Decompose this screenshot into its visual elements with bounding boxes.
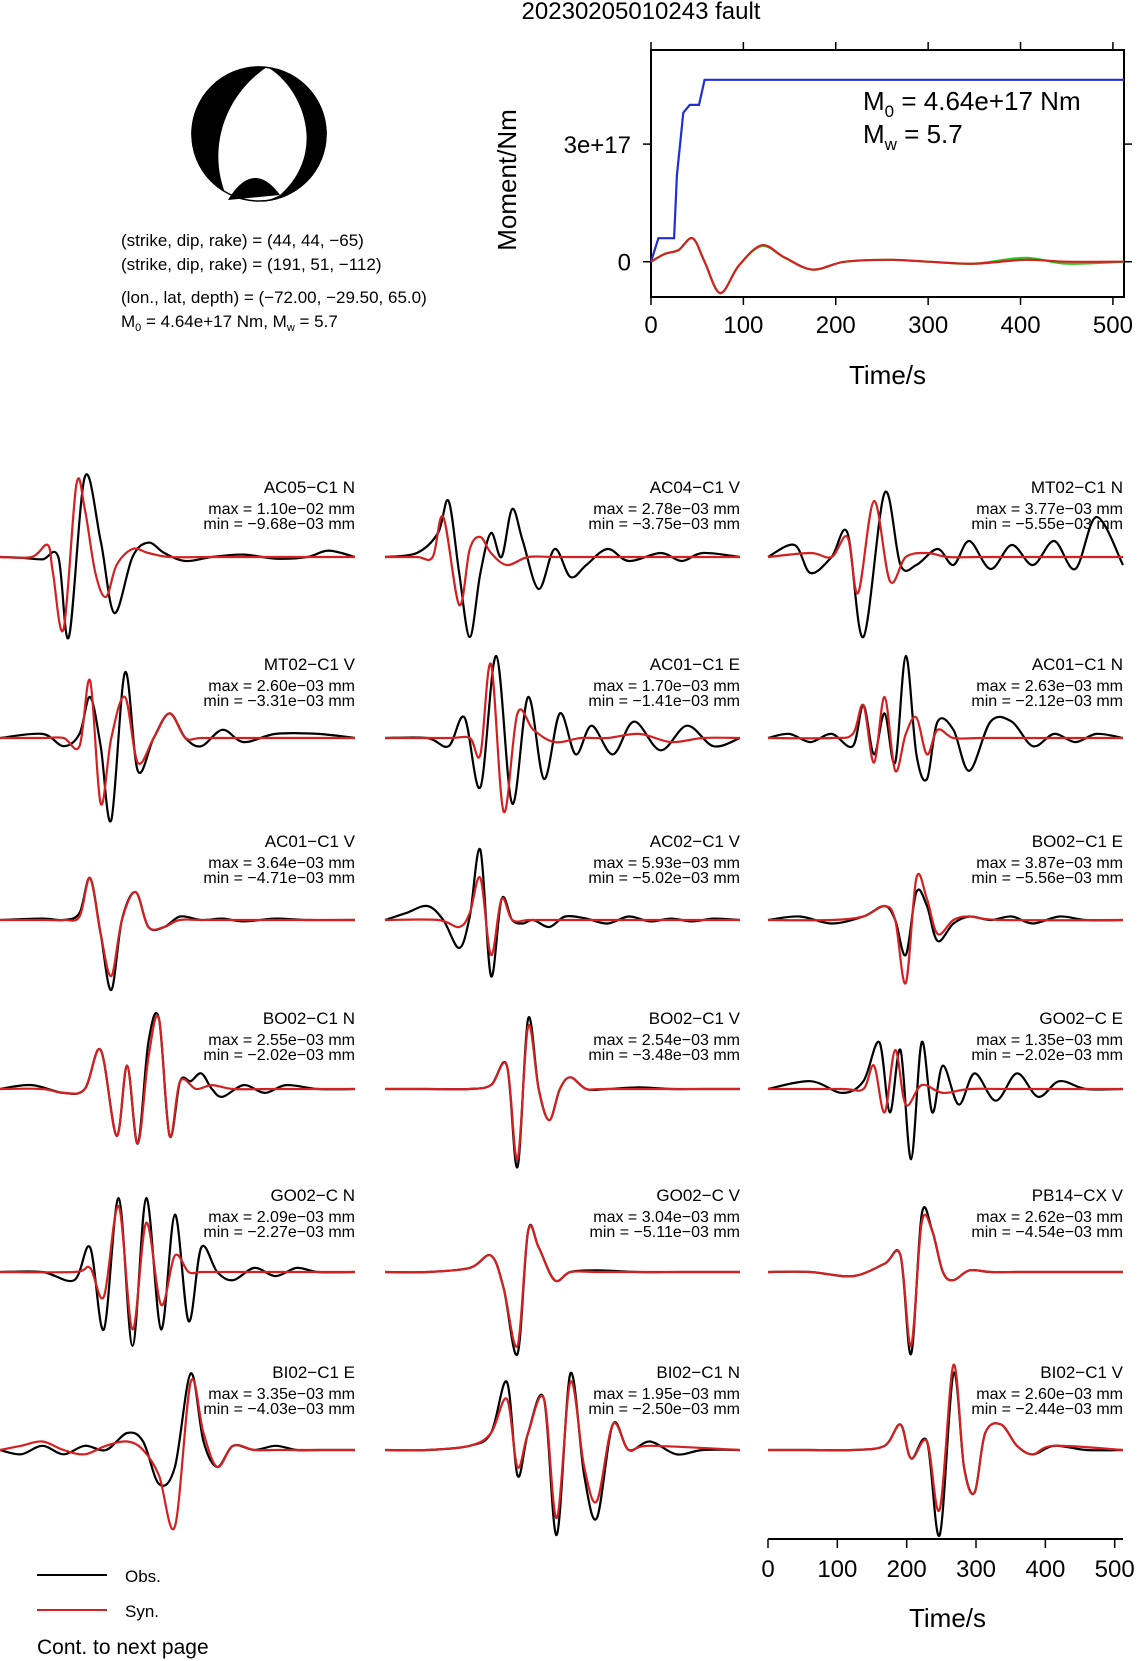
station-name: AC04−C1 V (649, 478, 740, 497)
moment-y-tick-label: 0 (617, 249, 631, 277)
synthetic-waveform (385, 1225, 740, 1346)
station-min: min = −3.75e−03 mm (588, 516, 740, 533)
station-name: BO02−C1 E (1031, 832, 1123, 851)
moment-y-tick-label: 3e+17 (563, 132, 631, 160)
focal-strike-dip-rake-2: (strike, dip, rake) = (191, 51, −112) (121, 255, 382, 274)
station-max: max = 2.60e−03 mm (208, 678, 355, 695)
station-min: min = −2.02e−03 mm (971, 1047, 1123, 1064)
station-min: min = −2.27e−03 mm (203, 1224, 355, 1241)
moment-x-tick-label: 200 (815, 312, 856, 339)
moment-y-axis-label: Moment/Nm (492, 109, 522, 251)
station-max: max = 1.95e−03 mm (593, 1386, 740, 1403)
station-min: min = −1.41e−03 mm (588, 693, 740, 710)
moment-x-tick-label: 0 (644, 312, 658, 339)
waveform-panel (0, 1009, 355, 1144)
observed-waveform (0, 878, 355, 990)
synthetic-waveform (385, 877, 740, 955)
moment-rate-chart (492, 42, 1133, 390)
station-max: max = 3.04e−03 mm (593, 1209, 740, 1226)
focal-moment-magnitude: $M_0 = 4.64e+17$ Nm, $M_w = 5.7$ (121, 312, 338, 334)
station-min: min = −4.54e−03 mm (971, 1224, 1123, 1241)
observed-waveform (768, 656, 1123, 781)
station-min: min = −2.12e−03 mm (971, 693, 1123, 710)
waveform-panel (385, 832, 741, 977)
waveform-panel (0, 474, 355, 638)
station-name: BI02−C1 E (272, 1363, 355, 1382)
station-max: max = 2.09e−03 mm (208, 1209, 355, 1226)
moment-x-tick-label: 500 (1092, 312, 1133, 339)
moment-x-tick-label: 300 (908, 312, 949, 339)
waveform-panel (385, 655, 740, 812)
moment-x-tick-label: 100 (723, 312, 764, 339)
moment-annotation-mw: $M_w = 5.7$ (863, 119, 963, 154)
station-name: BI02−C1 N (656, 1363, 740, 1382)
station-max: max = 2.55e−03 mm (208, 1032, 355, 1049)
observed-waveform (385, 1225, 740, 1355)
focal-strike-dip-rake-1: (strike, dip, rake) = (44, 44, −65) (121, 231, 364, 250)
waveform-panel (385, 1363, 740, 1535)
legend-syn-label: Syn. (125, 1602, 160, 1621)
station-max: max = 3.35e−03 mm (208, 1386, 355, 1403)
station-name: PB14−CX V (1031, 1186, 1123, 1205)
waveform-panel (0, 832, 356, 990)
waveform-panel (768, 832, 1123, 984)
station-name: MT02−C1 N (1030, 478, 1123, 497)
bottom-axis-tick-label: 300 (955, 1556, 997, 1583)
station-min: min = −9.68e−03 mm (203, 516, 355, 533)
station-min: min = −3.31e−03 mm (203, 693, 355, 710)
focal-location: (lon., lat, depth) = (−72.00, −29.50, 65.0) (121, 288, 427, 307)
station-min: min = −5.02e−03 mm (588, 870, 740, 887)
station-name: BO02−C1 V (648, 1009, 740, 1028)
station-name: AC01−C1 N (1031, 655, 1123, 674)
waveform-panel (385, 1186, 741, 1355)
bottom-time-axis (761, 1539, 1134, 1633)
station-name: GO02−C V (656, 1186, 740, 1205)
legend-obs-label: Obs. (125, 1567, 161, 1586)
waveform-panel (768, 655, 1123, 781)
legend (37, 1567, 161, 1621)
station-min: min = −5.56e−03 mm (971, 870, 1123, 887)
waveform-panel (385, 1009, 741, 1167)
synthetic-waveform (768, 874, 1123, 984)
waveform-panel (768, 478, 1123, 637)
waveform-panel (385, 478, 741, 637)
station-min: min = −4.71e−03 mm (203, 870, 355, 887)
station-name: AC01−C1 V (264, 832, 355, 851)
station-min: min = −4.03e−03 mm (203, 1401, 355, 1418)
moment-rate-line-red (651, 238, 1124, 293)
moment-annotation-m0: $M_0 = 4.64e+17$ Nm (863, 86, 1081, 121)
bottom-axis-tick-label: 500 (1094, 1556, 1135, 1583)
waveform-panel (0, 1186, 355, 1346)
station-min: min = −2.02e−03 mm (203, 1047, 355, 1064)
observed-waveform (768, 890, 1123, 956)
station-name: BI02−C1 V (1040, 1363, 1123, 1382)
waveform-panel (768, 1363, 1124, 1536)
station-name: MT02−C1 V (263, 655, 355, 674)
moment-rate-line-green (651, 238, 1124, 293)
station-max: max = 1.70e−03 mm (593, 678, 740, 695)
station-name: GO02−C N (270, 1186, 355, 1205)
continue-note: Cont. to next page (37, 1636, 209, 1659)
focal-mechanism-beachball (192, 67, 326, 203)
bottom-axis-tick-label: 200 (886, 1556, 927, 1583)
station-max: max = 1.35e−03 mm (976, 1032, 1123, 1049)
station-max: max = 3.87e−03 mm (976, 855, 1123, 872)
waveform-panel (768, 1186, 1124, 1354)
station-min: min = −5.55e−03 mm (971, 516, 1123, 533)
station-min: min = −3.48e−03 mm (588, 1047, 740, 1064)
station-min: min = −5.11e−03 mm (589, 1224, 740, 1241)
station-max: max = 2.54e−03 mm (593, 1032, 740, 1049)
bottom-axis-tick-label: 0 (761, 1556, 775, 1583)
page-title: 20230205010243 fault (521, 0, 761, 25)
bottom-axis-tick-label: 100 (817, 1556, 858, 1583)
waveform-panel (768, 1009, 1123, 1159)
bottom-axis-tick-label: 400 (1025, 1556, 1066, 1583)
station-name: BO02−C1 N (262, 1009, 355, 1028)
station-name: AC01−C1 E (649, 655, 740, 674)
station-min: min = −2.44e−03 mm (971, 1401, 1123, 1418)
station-name: GO02−C E (1039, 1009, 1123, 1028)
station-max: max = 2.78e−03 mm (593, 501, 740, 518)
station-max: max = 5.93e−03 mm (593, 855, 740, 872)
station-name: AC02−C1 V (649, 832, 740, 851)
moment-x-tick-label: 400 (1000, 312, 1041, 339)
station-name: AC05−C1 N (263, 478, 355, 497)
station-max: max = 3.64e−03 mm (208, 855, 355, 872)
waveform-panel (0, 1363, 355, 1529)
station-max: max = 3.77e−03 mm (976, 501, 1123, 518)
waveform-panel (0, 655, 356, 822)
moment-x-axis-label: Time/s (848, 360, 927, 390)
waveform-grid (0, 474, 1124, 1536)
station-max: max = 2.60e−03 mm (976, 1386, 1123, 1403)
bottom-axis-label: Time/s (908, 1603, 987, 1633)
station-max: max = 1.10e−02 mm (208, 501, 355, 518)
station-max: max = 2.62e−03 mm (976, 1209, 1123, 1226)
station-min: min = −2.50e−03 mm (588, 1401, 740, 1418)
synthetic-waveform (0, 878, 355, 976)
station-max: max = 2.63e−03 mm (976, 678, 1123, 695)
